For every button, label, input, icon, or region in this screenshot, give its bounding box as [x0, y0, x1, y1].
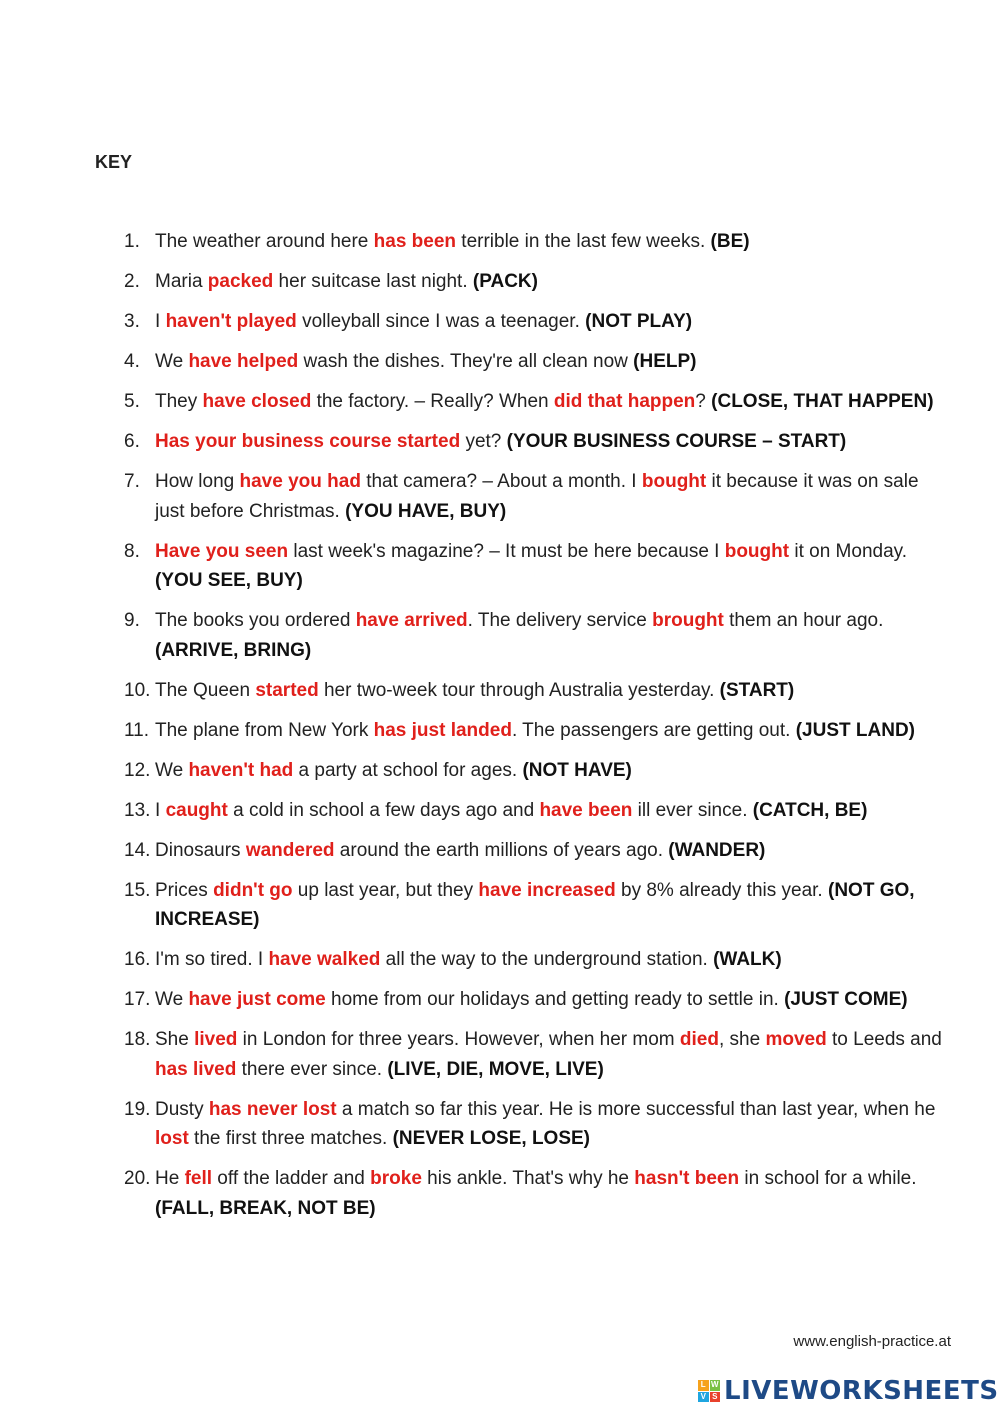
page-title: KEY: [95, 152, 133, 172]
answer-verb: have been: [539, 799, 633, 821]
list-item: [124, 756, 950, 786]
answer-verb: has never lost: [208, 1098, 337, 1120]
sentence-text: home from our holidays and getting ready to settle in.: [325, 989, 785, 1010]
sentence-text: He: [155, 1168, 185, 1189]
list-item: [124, 836, 950, 866]
answer-verb: hasn't been: [634, 1168, 740, 1189]
sentence-text: terrible in the last few weeks.: [456, 231, 711, 252]
answer-verb: brought: [652, 610, 724, 631]
answer-verb: have closed: [202, 391, 312, 412]
sentence-text: The plane from New York: [155, 719, 374, 741]
item-number: 16.: [124, 949, 151, 970]
sentence-text: off the ladder and: [212, 1168, 371, 1189]
verb-hint: (CATCH, BE): [752, 799, 868, 821]
verb-hint: (JUST LAND): [795, 719, 915, 741]
liveworksheets-mark-icon: [698, 1380, 720, 1402]
sentence-text: it because it was on sale just before Christmas.: [155, 471, 919, 522]
sentence-text: a match so far this year. He is more successful than last year, when he: [336, 1098, 936, 1120]
sentence-text: yet?: [460, 431, 507, 452]
item-number: 14.: [124, 839, 151, 861]
sentence-text: the factory. – Really? When: [311, 391, 554, 412]
sentence-text: The Queen: [155, 679, 256, 701]
item-sentence: [155, 1025, 950, 1084]
sentence-text: all the way to the underground station.: [380, 949, 714, 970]
item-number: 5.: [124, 391, 140, 412]
verb-hint: (PACK): [472, 271, 538, 292]
item-sentence: [155, 1095, 950, 1154]
verb-hint: (YOUR BUSINESS COURSE – START): [506, 431, 847, 452]
sentence-text: ?: [695, 391, 712, 412]
sentence-text: that camera? – About a month. I: [360, 471, 642, 492]
logo-square: W: [710, 1380, 719, 1389]
answer-verb: has just landed: [373, 719, 512, 741]
list-item: [124, 227, 950, 257]
item-sentence: [155, 427, 950, 457]
answer-verb: started: [255, 679, 319, 701]
brand-wordmark: LIVEWORKSHEETS: [724, 1376, 999, 1406]
list-item: [124, 676, 950, 706]
verb-hint: (WANDER): [668, 839, 766, 861]
item-number: 12.: [124, 759, 151, 781]
list-item: [124, 267, 950, 297]
logo-square: S: [710, 1392, 721, 1403]
sentence-text: it on Monday.: [789, 540, 908, 562]
answer-verb: packed: [207, 271, 274, 292]
sentence-text: She: [155, 1029, 195, 1050]
verb-hint: (ARRIVE, BRING): [155, 639, 312, 661]
sentence-text: around the earth millions of years ago.: [334, 839, 669, 861]
sentence-text: . The delivery service: [467, 610, 653, 631]
verb-hint: (NEVER LOSE, LOSE): [392, 1128, 591, 1149]
answer-verb: have arrived: [355, 610, 468, 631]
answer-verb: has been: [373, 231, 457, 252]
item-sentence: [155, 756, 950, 786]
item-sentence: [155, 985, 950, 1015]
sentence-text: by 8% already this year.: [615, 879, 828, 901]
item-sentence: [155, 537, 950, 596]
item-number: 6.: [124, 431, 140, 452]
sentence-text: last week's magazine? – It must be here because I: [288, 540, 725, 562]
answer-verb: have walked: [268, 949, 381, 970]
answer-verb: died: [679, 1029, 719, 1050]
sentence-text: We: [155, 989, 189, 1010]
item-sentence: [155, 796, 950, 826]
sentence-text: his ankle. That's why he: [421, 1168, 635, 1189]
item-number: 10.: [124, 679, 151, 701]
sentence-text: , she: [718, 1029, 766, 1050]
sentence-text: the first three matches.: [188, 1128, 393, 1149]
answer-verb: caught: [165, 799, 228, 821]
list-item: [124, 387, 950, 417]
verb-hint: (CLOSE, THAT HAPPEN): [711, 391, 934, 412]
sentence-text: volleyball since I was a teenager.: [296, 311, 586, 332]
list-item: [124, 427, 950, 457]
answer-verb: have just come: [188, 989, 326, 1010]
sentence-text: I'm so tired. I: [155, 949, 269, 970]
answer-verb: have helped: [188, 351, 299, 372]
list-item: [124, 467, 950, 526]
item-number: 9.: [124, 610, 140, 631]
sentence-text: Dinosaurs: [155, 839, 246, 861]
answer-verb: lost: [155, 1128, 189, 1149]
list-item: [124, 985, 950, 1015]
answer-verb: wandered: [245, 839, 335, 861]
item-number: 1.: [124, 231, 140, 252]
sentence-text: They: [155, 391, 203, 412]
sentence-text: them an hour ago.: [723, 610, 884, 631]
answer-key-list: [124, 227, 950, 1223]
sentence-text: The weather around here: [155, 231, 374, 252]
logo-square: V: [698, 1392, 709, 1403]
sentence-text: her two-week tour through Australia yesterday.: [318, 679, 720, 701]
sentence-text: I: [155, 311, 166, 332]
answer-verb: have you had: [239, 471, 361, 492]
list-item: [124, 716, 950, 746]
answer-verb: Has your business course started: [155, 431, 461, 452]
item-sentence: [155, 876, 950, 935]
list-item: [124, 1095, 950, 1154]
verb-hint: (YOU SEE, BUY): [155, 570, 303, 591]
sentence-text: a cold in school a few days ago and: [227, 799, 540, 821]
item-sentence: [155, 467, 950, 526]
item-sentence: [155, 347, 950, 377]
verb-hint: (YOU HAVE, BUY): [345, 500, 507, 522]
item-number: 11.: [124, 719, 150, 741]
item-sentence: [155, 836, 950, 866]
logo-square: L: [698, 1380, 709, 1391]
item-sentence: [155, 945, 950, 975]
answer-verb: haven't played: [165, 311, 297, 332]
sentence-text: We: [155, 351, 189, 372]
item-sentence: [155, 606, 950, 665]
answer-verb: has lived: [155, 1058, 237, 1080]
verb-hint: (FALL, BREAK, NOT BE): [155, 1197, 376, 1219]
verb-hint: (START): [719, 679, 795, 701]
sentence-text: in London for three years. However, when her mom: [237, 1029, 680, 1050]
answer-verb: broke: [370, 1168, 422, 1189]
verb-hint: (NOT GO, INCREASE): [155, 879, 915, 930]
item-number: 20.: [124, 1168, 151, 1189]
liveworksheets-logo[interactable]: [698, 1376, 999, 1406]
item-number: 15.: [124, 879, 151, 901]
sentence-text: The books you ordered: [155, 610, 356, 631]
item-number: 7.: [124, 471, 140, 492]
item-sentence: [155, 676, 950, 706]
sentence-text: Maria: [155, 271, 208, 292]
sentence-text: wash the dishes. They're all clean now: [298, 351, 634, 372]
verb-hint: (BE): [710, 231, 750, 252]
sentence-text: Prices: [155, 879, 214, 901]
item-number: 3.: [124, 311, 140, 332]
sentence-text: her suitcase last night.: [273, 271, 473, 292]
answer-verb: bought: [641, 471, 707, 492]
item-sentence: [155, 387, 950, 417]
answer-verb: lived: [194, 1029, 238, 1050]
list-item: [124, 347, 950, 377]
answer-verb: fell: [184, 1168, 213, 1189]
verb-hint: (JUST COME): [784, 989, 908, 1010]
item-sentence: [155, 1164, 950, 1223]
item-number: 8.: [124, 540, 140, 562]
list-item: [124, 307, 950, 337]
list-item: [124, 1164, 950, 1223]
list-item: [124, 537, 950, 596]
answer-verb: didn't go: [213, 879, 293, 901]
sentence-text: in school for a while.: [739, 1168, 917, 1189]
item-sentence: [155, 227, 950, 257]
verb-hint: (WALK): [713, 949, 782, 970]
answer-verb: Have you seen: [155, 540, 289, 562]
sentence-text: I: [155, 799, 166, 821]
sentence-text: to Leeds and: [826, 1029, 942, 1050]
answer-verb: did that happen: [553, 391, 696, 412]
item-number: 18.: [124, 1029, 151, 1050]
sentence-text: . The passengers are getting out.: [511, 719, 796, 741]
verb-hint: (NOT PLAY): [585, 311, 693, 332]
sentence-text: We: [155, 759, 189, 781]
item-sentence: [155, 267, 950, 297]
answer-verb: have increased: [478, 879, 616, 901]
verb-hint: (LIVE, DIE, MOVE, LIVE): [387, 1058, 604, 1080]
item-number: 4.: [124, 351, 140, 372]
answer-verb: moved: [765, 1029, 827, 1050]
sentence-text: there ever since.: [236, 1058, 388, 1080]
answer-verb: bought: [724, 540, 790, 562]
verb-hint: (NOT HAVE): [522, 759, 632, 781]
item-number: 17.: [124, 989, 151, 1010]
sentence-text: ill ever since.: [632, 799, 753, 821]
list-item: [124, 606, 950, 665]
source-url[interactable]: www.english-practice.at: [793, 1333, 951, 1350]
item-number: 13.: [124, 799, 151, 821]
sentence-text: up last year, but they: [292, 879, 479, 901]
sentence-text: a party at school for ages.: [293, 759, 523, 781]
list-item: [124, 1025, 950, 1084]
list-item: [124, 876, 950, 935]
list-item: [124, 945, 950, 975]
item-sentence: [155, 307, 950, 337]
item-sentence: [155, 716, 950, 746]
list-item: [124, 796, 950, 826]
item-number: 19.: [124, 1098, 151, 1120]
answer-verb: haven't had: [188, 759, 294, 781]
sentence-text: How long: [155, 471, 240, 492]
item-number: 2.: [124, 271, 140, 292]
sentence-text: Dusty: [155, 1098, 209, 1120]
verb-hint: (HELP): [633, 351, 697, 372]
